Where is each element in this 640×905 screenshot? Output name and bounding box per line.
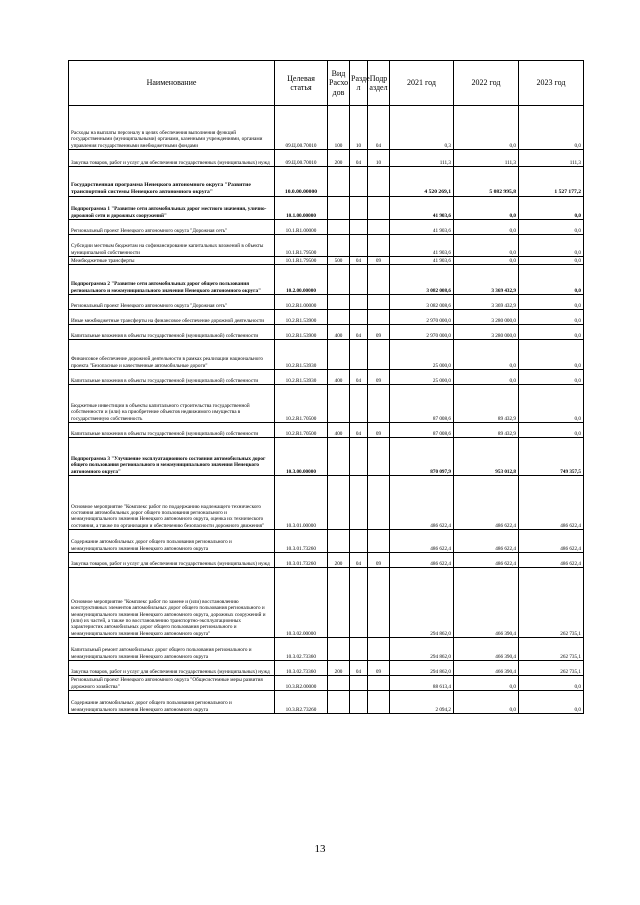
row-value-2023: 0,0 — [519, 295, 584, 310]
row-section: 04 — [350, 553, 368, 568]
row-value-2022: 89 432,9 — [454, 385, 519, 423]
row-section — [350, 438, 368, 476]
row-value-2022: 3 369 432,9 — [454, 265, 519, 295]
row-value-2021: 41 903,6 — [390, 257, 454, 265]
table-body — [69, 106, 584, 714]
row-article-code: 10.3.01.00000 — [275, 476, 328, 530]
row-subsection — [368, 438, 390, 476]
row-value-2022: 0,0 — [454, 257, 519, 265]
row-expense-type — [328, 638, 350, 661]
row-value-2023: 486 622,4 — [519, 553, 584, 568]
row-value-2022: 0,0 — [454, 691, 519, 714]
row-value-2021: 25 000,0 — [390, 370, 454, 385]
table-row — [69, 295, 584, 310]
row-subsection — [368, 310, 390, 325]
row-name: Закупка товаров, работ и услуг для обеспечения государственных (муниципальных) нужд — [69, 661, 275, 676]
row-article-code: 10.2.R1.53930 — [275, 370, 328, 385]
row-section — [350, 235, 368, 257]
row-section — [350, 340, 368, 370]
row-name: Капитальные вложения в объекты государственной (муниципальной) собственности — [69, 325, 275, 340]
table-row — [69, 661, 584, 676]
table-row — [69, 530, 584, 553]
row-expense-type — [328, 265, 350, 295]
table-row — [69, 197, 584, 220]
table-row — [69, 385, 584, 423]
row-name: Основное мероприятие "Комплекс работ по замене и (или) восстановлению конструктивных элементов автомобильных дорог общего пользования регионального и межмуниципального значения Ненецкого автономного округа, дорожных сооружений и (или) их частей, а также по восстановлению транспортно-эксплуатационных характеристик автомобильных дорог общего пользования регионального и межмуниципального значения Ненецкого автономного округа" — [69, 568, 275, 638]
row-subsection — [368, 691, 390, 714]
row-name: Финансовое обеспечение дорожной деятельности в рамках реализации национального проекта "Безопасные и качественные автомобильные дороги" — [69, 340, 275, 370]
row-subsection — [368, 530, 390, 553]
row-name: Капитальный ремонт автомобильных дорог общего пользования регионального и межмуниципального значения Ненецкого автономного округа — [69, 638, 275, 661]
row-value-2022: 486 622,4 — [454, 476, 519, 530]
table-row — [69, 257, 584, 265]
row-value-2021: 87 008,6 — [390, 423, 454, 438]
row-expense-type: 200 — [328, 661, 350, 676]
row-subsection: 09 — [368, 325, 390, 340]
header-expense-type: Вид Расхо дов — [328, 61, 350, 106]
header-2023: 2023 год — [519, 61, 584, 106]
row-expense-type — [328, 235, 350, 257]
row-expense-type — [328, 476, 350, 530]
row-section — [350, 310, 368, 325]
row-value-2021: 41 903,6 — [390, 197, 454, 220]
row-value-2023: 0,0 — [519, 197, 584, 220]
row-name: Региональный проект Ненецкого автономного округа "Дорожная сеть" — [69, 220, 275, 235]
row-expense-type: 400 — [328, 423, 350, 438]
row-value-2022: 953 012,8 — [454, 438, 519, 476]
row-name: Подпрограмма 2 "Развитие сети автомобильных дорог общего пользования регионального и межмуниципального значения Ненецкого автономного округа" — [69, 265, 275, 295]
header-article: Целевая статья — [275, 61, 328, 106]
row-section — [350, 385, 368, 423]
row-value-2023: 0,0 — [519, 676, 584, 691]
row-subsection — [368, 676, 390, 691]
row-subsection: 09 — [368, 423, 390, 438]
row-value-2021: 486 622,4 — [390, 476, 454, 530]
row-subsection: 04 — [368, 106, 390, 150]
row-value-2023: 1 527 177,2 — [519, 167, 584, 197]
row-value-2022: 3 280 000,0 — [454, 310, 519, 325]
table-row — [69, 310, 584, 325]
row-value-2021: 2 970 000,0 — [390, 325, 454, 340]
row-section — [350, 638, 368, 661]
row-expense-type: 500 — [328, 257, 350, 265]
table-row — [69, 438, 584, 476]
row-value-2022: 0,0 — [454, 235, 519, 257]
row-name: Закупка товаров, работ и услуг для обеспечения государственных (муниципальных) нужд — [69, 150, 275, 167]
row-section — [350, 220, 368, 235]
table-row — [69, 638, 584, 661]
row-value-2022: 466 390,4 — [454, 661, 519, 676]
row-subsection — [368, 568, 390, 638]
row-value-2022: 486 622,4 — [454, 553, 519, 568]
row-expense-type: 400 — [328, 325, 350, 340]
row-expense-type — [328, 295, 350, 310]
row-value-2022: 5 082 995,8 — [454, 167, 519, 197]
row-value-2021: 25 000,0 — [390, 340, 454, 370]
header-subsection: Подр аздел — [368, 61, 390, 106]
row-value-2021: 294 862,0 — [390, 661, 454, 676]
row-value-2022: 0,0 — [454, 676, 519, 691]
row-value-2021: 41 903,6 — [390, 220, 454, 235]
table-row — [69, 150, 584, 167]
row-subsection: 09 — [368, 553, 390, 568]
table-row — [69, 265, 584, 295]
header-2021: 2021 год — [390, 61, 454, 106]
row-article-code: 10.3.00.00000 — [275, 438, 328, 476]
row-value-2022: 466 390,4 — [454, 638, 519, 661]
row-value-2022: 3 369 432,9 — [454, 295, 519, 310]
row-value-2021: 870 097,9 — [390, 438, 454, 476]
row-article-code: 10.2.R1.53900 — [275, 310, 328, 325]
row-value-2021: 3 082 008,6 — [390, 265, 454, 295]
row-name: Региональный проект Ненецкого автономного округа "Общесистемные меры развития дорожного хозяйства" — [69, 676, 275, 691]
row-value-2021: 486 622,4 — [390, 553, 454, 568]
row-value-2023: 262 735,1 — [519, 568, 584, 638]
table-row — [69, 370, 584, 385]
row-name: Подпрограмма 1 "Развитие сети автомобильных дорог местного значения, улично-дорожной сети и дорожных сооружений" — [69, 197, 275, 220]
row-value-2023: 0,0 — [519, 340, 584, 370]
row-article-code: 10.2.R1.53900 — [275, 325, 328, 340]
row-value-2022: 0,0 — [454, 340, 519, 370]
table-row — [69, 691, 584, 714]
table-row — [69, 676, 584, 691]
row-expense-type — [328, 691, 350, 714]
table-row — [69, 106, 584, 150]
row-name: Основное мероприятие "Комплекс работ по поддержанию надлежащего технического состояния автомобильных дорог общего пользования регионального и межмуниципального значения Ненецкого автономного округа, оценка их технического состояния, а также по организации и обеспечению безопасности дорожного движения" — [69, 476, 275, 530]
row-section: 04 — [350, 423, 368, 438]
table-header — [69, 61, 584, 106]
row-article-code: 10.1.R1.79500 — [275, 235, 328, 257]
row-expense-type — [328, 568, 350, 638]
row-section: 04 — [350, 661, 368, 676]
row-value-2023: 749 357,5 — [519, 438, 584, 476]
row-name: Содержание автомобильных дорог общего пользования регионального и межмуниципального значения Ненецкого автономного округа — [69, 530, 275, 553]
row-article-code: 10.1.R1.00000 — [275, 220, 328, 235]
row-subsection — [368, 295, 390, 310]
row-name: Закупка товаров, работ и услуг для обеспечения государственных (муниципальных) нужд — [69, 553, 275, 568]
row-value-2023: 0,0 — [519, 235, 584, 257]
row-value-2023: 262 735,1 — [519, 638, 584, 661]
row-section — [350, 676, 368, 691]
row-name: Субсидии местным бюджетам на софинансирование капитальных вложений в объекты муниципальной собственности — [69, 235, 275, 257]
row-value-2023: 486 622,4 — [519, 530, 584, 553]
row-expense-type — [328, 167, 350, 197]
row-value-2022: 0,0 — [454, 197, 519, 220]
header-2022: 2022 год — [454, 61, 519, 106]
row-name: Бюджетные инвестиции в объекты капитального строительства государственной собственности и (или) на приобретение объектов недвижимого имущества в государственную собственность — [69, 385, 275, 423]
table-row — [69, 553, 584, 568]
row-article-code: 10.0.00.00000 — [275, 167, 328, 197]
row-article-code: 09.Ц.00.70010 — [275, 150, 328, 167]
row-article-code: 10.2.R1.00000 — [275, 295, 328, 310]
table-row — [69, 340, 584, 370]
row-subsection — [368, 476, 390, 530]
row-value-2022: 0,0 — [454, 106, 519, 150]
budget-sheet — [68, 60, 583, 714]
row-expense-type — [328, 676, 350, 691]
row-name: Расходы на выплаты персоналу в целях обеспечения выполнения функций государственными (муниципальными) органами, казенными учреждениями, органами управления государственными внебюджетными фондами — [69, 106, 275, 150]
row-article-code: 10.3.01.73260 — [275, 553, 328, 568]
row-expense-type — [328, 340, 350, 370]
table-row — [69, 235, 584, 257]
row-article-code: 10.1.00.00000 — [275, 197, 328, 220]
row-value-2022: 3 280 000,0 — [454, 325, 519, 340]
row-value-2022: 0,0 — [454, 370, 519, 385]
row-name: Межбюджетные трансферты — [69, 257, 275, 265]
row-value-2023: 0,0 — [519, 106, 584, 150]
row-article-code: 10.3.R2.00000 — [275, 676, 328, 691]
row-name: Капитальные вложения в объекты государственной (муниципальной) собственности — [69, 370, 275, 385]
row-subsection — [368, 167, 390, 197]
row-value-2023: 0,0 — [519, 325, 584, 340]
row-subsection: 10 — [368, 150, 390, 167]
row-value-2021: 111,3 — [390, 150, 454, 167]
row-section — [350, 476, 368, 530]
row-value-2021: 2 094,2 — [390, 691, 454, 714]
row-article-code: 10.3.02.73360 — [275, 661, 328, 676]
table-row — [69, 568, 584, 638]
row-section: 04 — [350, 325, 368, 340]
row-article-code: 10.3.02.00000 — [275, 568, 328, 638]
row-expense-type — [328, 530, 350, 553]
row-value-2022: 0,0 — [454, 220, 519, 235]
row-value-2021: 3 082 008,6 — [390, 295, 454, 310]
row-article-code: 10.2.R1.70500 — [275, 385, 328, 423]
row-section: 04 — [350, 150, 368, 167]
header-section: Разде л — [350, 61, 368, 106]
row-value-2023: 0,0 — [519, 385, 584, 423]
row-section — [350, 691, 368, 714]
table-row — [69, 325, 584, 340]
row-expense-type: 200 — [328, 150, 350, 167]
row-value-2023: 111,3 — [519, 150, 584, 167]
row-value-2021: 486 622,4 — [390, 530, 454, 553]
row-name: Государственная программа Ненецкого автономного округа "Развитие транспортной системы Ненецкого автономного округа" — [69, 167, 275, 197]
row-expense-type: 400 — [328, 370, 350, 385]
row-value-2021: 2 970 000,0 — [390, 310, 454, 325]
row-value-2022: 466 390,4 — [454, 568, 519, 638]
budget-table — [68, 60, 584, 714]
row-name: Иные межбюджетные трансферты на финансовое обеспечение дорожной деятельности — [69, 310, 275, 325]
row-section: 04 — [350, 370, 368, 385]
row-value-2023: 0,0 — [519, 265, 584, 295]
row-section — [350, 568, 368, 638]
row-value-2023: 0,0 — [519, 257, 584, 265]
row-article-code: 10.3.01.73260 — [275, 530, 328, 553]
table-row — [69, 423, 584, 438]
row-name: Подпрограмма 3 "Улучшение эксплуатационного состояния автомобильных дорог общего пользования регионального и межмуниципального значения Ненецкого автономного округа" — [69, 438, 275, 476]
row-expense-type — [328, 220, 350, 235]
row-value-2021: 41 903,6 — [390, 235, 454, 257]
row-expense-type: 100 — [328, 106, 350, 150]
row-section — [350, 530, 368, 553]
row-value-2023: 0,0 — [519, 220, 584, 235]
row-subsection: 09 — [368, 370, 390, 385]
row-section: 04 — [350, 257, 368, 265]
header-name: Наименование — [69, 61, 275, 106]
row-name: Региональный проект Ненецкого автономного округа "Дорожная сеть" — [69, 295, 275, 310]
row-value-2021: 0,3 — [390, 106, 454, 150]
row-subsection — [368, 220, 390, 235]
row-subsection — [368, 235, 390, 257]
row-value-2023: 0,0 — [519, 691, 584, 714]
row-expense-type — [328, 310, 350, 325]
row-expense-type: 200 — [328, 553, 350, 568]
row-subsection — [368, 197, 390, 220]
row-value-2023: 0,0 — [519, 310, 584, 325]
row-expense-type — [328, 197, 350, 220]
row-name: Содержание автомобильных дорог общего пользования регионального и межмуниципального значения Ненецкого автономного округа — [69, 691, 275, 714]
row-section — [350, 265, 368, 295]
row-subsection: 09 — [368, 257, 390, 265]
row-article-code: 09.Ц.00.70010 — [275, 106, 328, 150]
row-value-2023: 0,0 — [519, 423, 584, 438]
row-section — [350, 295, 368, 310]
page-number: 13 — [314, 843, 326, 855]
row-value-2021: 87 008,6 — [390, 385, 454, 423]
row-subsection — [368, 638, 390, 661]
row-value-2021: 88 613,4 — [390, 676, 454, 691]
row-value-2021: 294 862,0 — [390, 568, 454, 638]
row-article-code: 10.3.R2.73260 — [275, 691, 328, 714]
row-value-2022: 89 432,9 — [454, 423, 519, 438]
row-subsection: 09 — [368, 661, 390, 676]
row-article-code: 10.2.R1.53930 — [275, 340, 328, 370]
row-name: Капитальные вложения в объекты государственной (муниципальной) собственности — [69, 423, 275, 438]
row-subsection — [368, 385, 390, 423]
row-subsection — [368, 340, 390, 370]
table-row — [69, 476, 584, 530]
table-row — [69, 167, 584, 197]
row-value-2021: 294 862,0 — [390, 638, 454, 661]
row-value-2022: 111,3 — [454, 150, 519, 167]
row-section — [350, 197, 368, 220]
row-value-2023: 262 735,1 — [519, 661, 584, 676]
table-row — [69, 220, 584, 235]
row-subsection — [368, 265, 390, 295]
row-expense-type — [328, 385, 350, 423]
row-value-2022: 486 622,4 — [454, 530, 519, 553]
row-article-code: 10.2.00.00000 — [275, 265, 328, 295]
row-section: 10 — [350, 106, 368, 150]
row-article-code: 10.1.R1.79500 — [275, 257, 328, 265]
row-value-2023: 486 622,4 — [519, 476, 584, 530]
row-expense-type — [328, 438, 350, 476]
row-article-code: 10.2.R1.70500 — [275, 423, 328, 438]
row-value-2023: 0,0 — [519, 370, 584, 385]
row-section — [350, 167, 368, 197]
row-article-code: 10.3.02.73360 — [275, 638, 328, 661]
row-value-2021: 4 520 269,1 — [390, 167, 454, 197]
